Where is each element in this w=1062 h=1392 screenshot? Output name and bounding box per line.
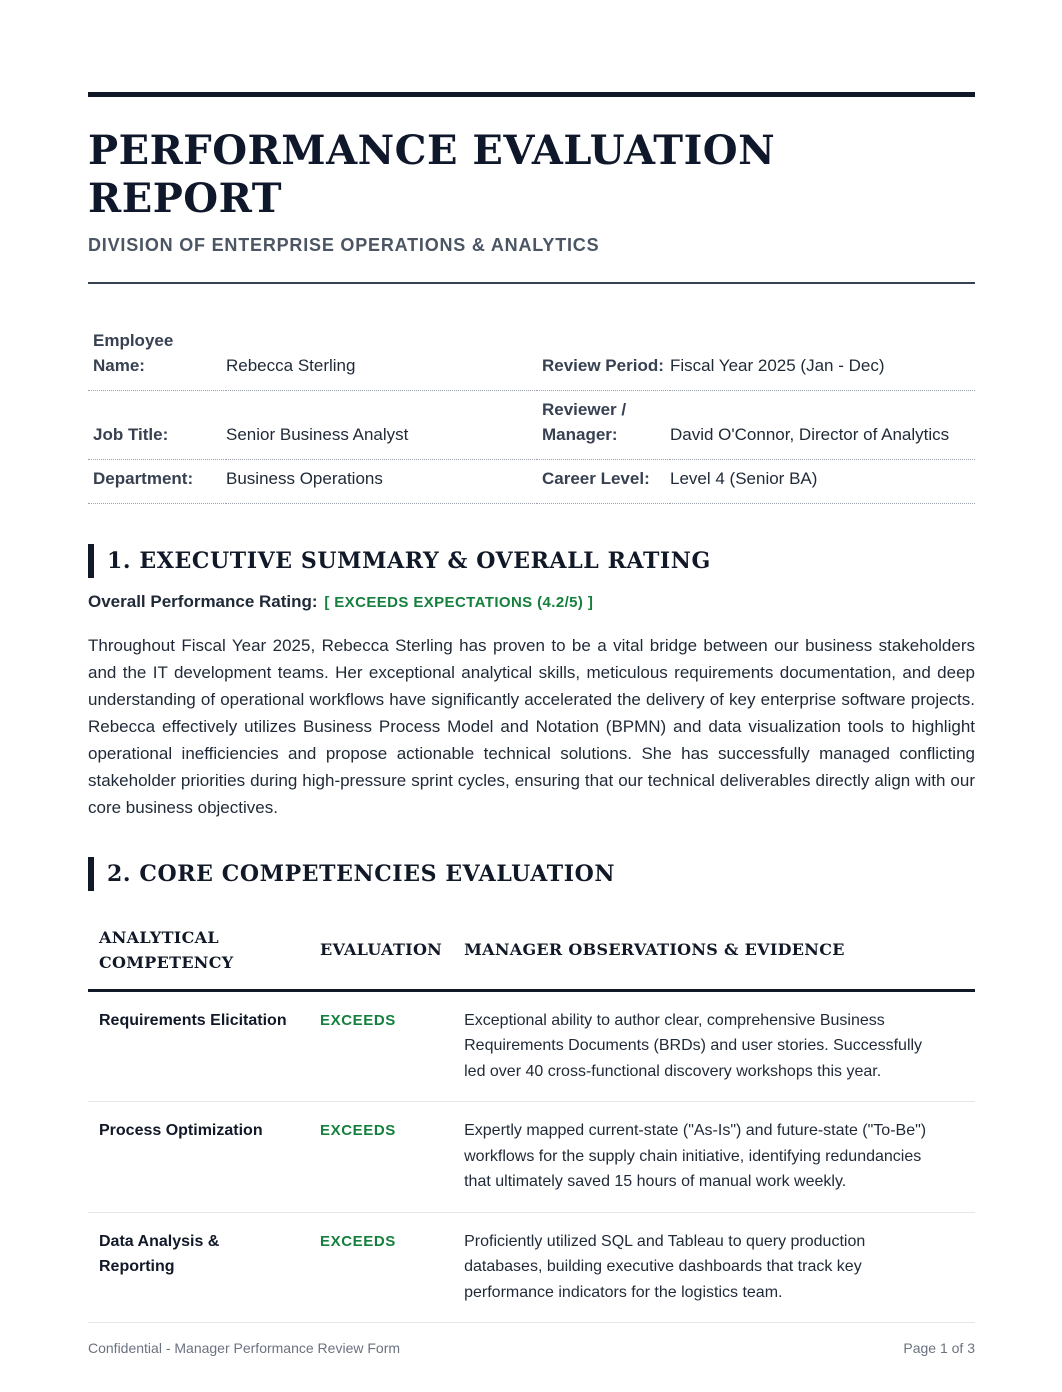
section-2-heading	[88, 857, 975, 891]
career-level-label: Career Level:	[537, 459, 670, 503]
header-divider	[88, 282, 975, 284]
reviewer-label: Reviewer / Manager:	[537, 390, 670, 459]
manager-observation: Expertly mapped current-state ("As-Is") and future-state ("To-Be") workflows for the supply chain initiative, identifying redundancies that ultimately saved 15 hours of manual work weekly.	[453, 1102, 975, 1213]
competency-name: Data Analysis & Reporting	[88, 1212, 309, 1323]
table-row	[88, 1102, 975, 1213]
evaluation-value: EXCEEDS	[309, 990, 453, 1102]
report-page	[88, 92, 975, 1323]
review-period-label: Review Period:	[537, 322, 670, 391]
competencies-table	[88, 915, 975, 1324]
competency-name: Requirements Elicitation	[88, 990, 309, 1102]
overall-rating	[88, 592, 975, 612]
top-rule	[88, 92, 975, 97]
table-row	[88, 1212, 975, 1323]
table-header-row	[88, 915, 975, 991]
info-row	[88, 459, 975, 503]
section-marker	[88, 544, 94, 578]
career-level-value: Level 4 (Senior BA)	[670, 459, 975, 503]
job-title-label: Job Title:	[88, 390, 226, 459]
info-row	[88, 322, 975, 391]
page-footer	[88, 1340, 975, 1356]
footer-confidential-note: Confidential - Manager Performance Review Form	[88, 1340, 401, 1356]
department-value: Business Operations	[226, 459, 537, 503]
evaluation-value: EXCEEDS	[309, 1102, 453, 1213]
evaluation-column-header: EVALUATION	[309, 915, 453, 991]
reviewer-value: David O'Connor, Director of Analytics	[670, 390, 975, 459]
department-label: Department:	[88, 459, 226, 503]
section-marker	[88, 857, 94, 891]
section-1-title: 1. EXECUTIVE SUMMARY & OVERALL RATING	[107, 547, 711, 574]
employee-name-label: Employee Name:	[88, 322, 226, 391]
section-2-title: 2. CORE COMPETENCIES EVALUATION	[107, 860, 616, 887]
executive-summary-text: Throughout Fiscal Year 2025, Rebecca Sterling has proven to be a vital bridge between our business stakeholders and the IT development teams. Her exceptional analytical skills, meticulous requirements documentation, and deep understanding of operational workflows have significantly accelerated the delivery of key enterprise software projects. Rebecca effectively utilizes Business Process Model and Notation (BPMN) and data visualization tools to highlight operational inefficiencies and propose actionable technical solutions. She has successfully managed conflicting stakeholder priorities during high-pressure sprint cycles, ensuring that our technical deliverables directly align with our core business objectives.	[88, 635, 975, 817]
overall-rating-value: [ EXCEEDS EXPECTATIONS (4.2/5) ]	[324, 593, 594, 611]
job-title-value: Senior Business Analyst	[226, 390, 537, 459]
report-title: PERFORMANCE EVALUATION REPORT	[88, 127, 776, 222]
employee-info-table	[88, 322, 975, 504]
manager-observation: Proficiently utilized SQL and Tableau to query production databases, building executive dashboards that track key performance indicators for the logistics team.	[453, 1212, 975, 1323]
review-period-value: Fiscal Year 2025 (Jan - Dec)	[670, 322, 975, 391]
report-subtitle: DIVISION OF ENTERPRISE OPERATIONS & ANALYTICS	[88, 235, 600, 255]
observations-column-header: MANAGER OBSERVATIONS & EVIDENCE	[453, 915, 975, 991]
table-row	[88, 990, 975, 1102]
info-row	[88, 390, 975, 459]
competency-name: Process Optimization	[88, 1102, 309, 1213]
overall-rating-label: Overall Performance Rating:	[88, 591, 318, 611]
employee-name-value: Rebecca Sterling	[226, 322, 537, 391]
competency-column-header: ANALYTICAL COMPETENCY	[88, 915, 309, 991]
evaluation-value: EXCEEDS	[309, 1212, 453, 1323]
page-number: Page 1 of 3	[903, 1340, 975, 1356]
manager-observation: Exceptional ability to author clear, comprehensive Business Requirements Documents (BRDs) and user stories. Successfully led over 40 cross-functional discovery workshops this year.	[453, 990, 975, 1102]
section-1-heading	[88, 544, 975, 578]
